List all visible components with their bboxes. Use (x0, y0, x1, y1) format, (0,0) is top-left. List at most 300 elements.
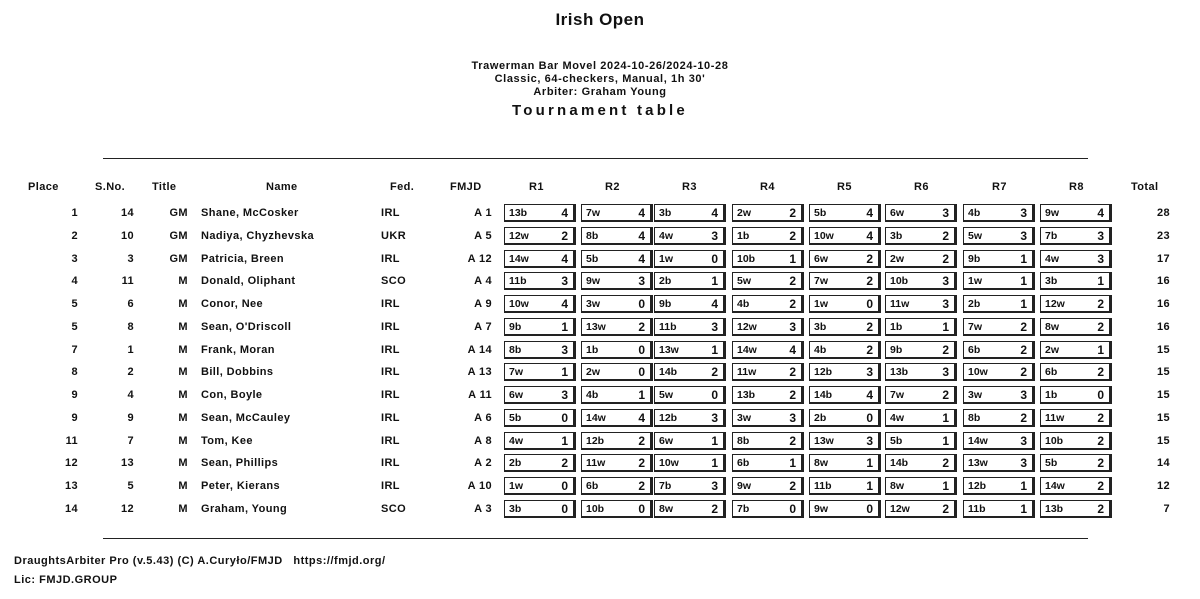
round-result-r8 (1040, 409, 1112, 427)
opponent-color: 12b (814, 366, 833, 378)
round-score: 2 (1020, 365, 1027, 379)
opponent-color: 6b (968, 344, 981, 356)
round-score: 2 (866, 252, 873, 266)
start-number: 11 (121, 275, 134, 287)
round-score: 0 (638, 365, 645, 379)
round-result-r2 (581, 386, 653, 404)
header-fed: Fed. (390, 181, 415, 193)
fmjd-id: A 8 (474, 435, 492, 447)
round-score: 2 (942, 229, 949, 243)
place: 9 (71, 412, 78, 424)
opponent-color: 12b (659, 412, 678, 424)
header-place: Place (28, 181, 59, 193)
opponent-color: 10w (968, 366, 988, 378)
round-result-r4 (732, 204, 804, 222)
opponent-color: 11w (737, 366, 757, 378)
round-score: 1 (1020, 252, 1027, 266)
place: 14 (64, 503, 78, 515)
opponent-color: 13w (968, 457, 988, 469)
start-number: 10 (120, 230, 134, 242)
opponent-color: 1b (737, 230, 750, 242)
opponent-color: 2w (737, 207, 752, 219)
round-result-r8 (1040, 500, 1112, 518)
opponent-color: 6w (509, 389, 524, 401)
round-result-r8 (1040, 432, 1112, 450)
player-name: Sean, McCauley (201, 412, 291, 424)
round-score: 2 (789, 479, 796, 493)
venue-dates: Trawerman Bar Movel 2024-10-26/2024-10-28 (471, 60, 729, 72)
round-score: 3 (1020, 434, 1027, 448)
round-score: 2 (1097, 456, 1104, 470)
player-title: GM (169, 207, 188, 219)
opponent-color: 1b (586, 344, 599, 356)
header-r3: R3 (682, 181, 697, 193)
round-result-r5 (809, 227, 881, 245)
round-score: 4 (561, 206, 568, 220)
opponent-color: 13b (509, 207, 528, 219)
opponent-color: 10b (586, 503, 605, 515)
federation: IRL (381, 435, 400, 447)
round-result-r2 (581, 227, 653, 245)
opponent-color: 4b (737, 298, 750, 310)
round-result-r1 (504, 454, 576, 472)
round-result-r4 (732, 250, 804, 268)
player-name: Frank, Moran (201, 344, 275, 356)
round-result-r8 (1040, 318, 1112, 336)
player-title: GM (169, 230, 188, 242)
opponent-color: 14w (1045, 480, 1065, 492)
round-score: 4 (638, 252, 645, 266)
round-score: 4 (866, 229, 873, 243)
license: Lic: FMJD.GROUP (14, 574, 118, 586)
round-score: 2 (789, 297, 796, 311)
player-name: Peter, Kierans (201, 480, 280, 492)
fmjd-id: A 4 (474, 275, 492, 287)
round-score: 0 (711, 388, 718, 402)
round-result-r7 (963, 272, 1035, 290)
total-score: 15 (1156, 435, 1170, 447)
round-score: 1 (866, 479, 873, 493)
opponent-color: 2b (509, 457, 522, 469)
federation: UKR (381, 230, 407, 242)
round-score: 0 (711, 252, 718, 266)
header-name: Name (266, 181, 298, 193)
player-name: Sean, O'Driscoll (201, 321, 292, 333)
start-number: 2 (127, 366, 134, 378)
total-score: 23 (1156, 230, 1170, 242)
fmjd-link[interactable]: https://fmjd.org/ (293, 555, 386, 567)
header-r1: R1 (529, 181, 544, 193)
total-score: 16 (1156, 321, 1170, 333)
player-title: M (178, 412, 188, 424)
round-score: 0 (561, 479, 568, 493)
round-result-r8 (1040, 386, 1112, 404)
opponent-color: 5b (509, 412, 522, 424)
opponent-color: 9b (509, 321, 522, 333)
round-result-r2 (581, 295, 653, 313)
round-score: 0 (638, 297, 645, 311)
round-result-r3 (654, 272, 726, 290)
total-score: 7 (1163, 503, 1170, 515)
fmjd-id: A 10 (467, 480, 492, 492)
round-score: 2 (638, 320, 645, 334)
fmjd-id: A 7 (474, 321, 492, 333)
round-score: 1 (789, 252, 796, 266)
federation: IRL (381, 253, 400, 265)
opponent-color: 4w (659, 230, 674, 242)
round-score: 2 (1097, 297, 1104, 311)
round-score: 1 (711, 456, 718, 470)
round-score: 2 (789, 274, 796, 288)
opponent-color: 8b (586, 230, 599, 242)
player-name: Shane, McCosker (201, 207, 299, 219)
round-result-r4 (732, 432, 804, 450)
opponent-color: 2w (1045, 344, 1060, 356)
opponent-color: 4b (968, 207, 981, 219)
opponent-color: 12w (737, 321, 757, 333)
round-result-r5 (809, 295, 881, 313)
round-score: 3 (866, 434, 873, 448)
round-result-r4 (732, 477, 804, 495)
opponent-color: 5b (814, 207, 827, 219)
round-score: 2 (638, 456, 645, 470)
opponent-color: 11b (509, 275, 527, 287)
round-result-r2 (581, 272, 653, 290)
start-number: 14 (120, 207, 134, 219)
round-result-r1 (504, 363, 576, 381)
opponent-color: 11b (814, 480, 832, 492)
round-score: 2 (1097, 502, 1104, 516)
header-total: Total (1131, 181, 1159, 193)
start-number: 7 (127, 435, 134, 447)
total-score: 15 (1156, 366, 1170, 378)
round-score: 0 (561, 411, 568, 425)
round-score: 1 (942, 320, 949, 334)
place: 1 (71, 207, 78, 219)
round-result-r2 (581, 204, 653, 222)
round-result-r2 (581, 409, 653, 427)
total-score: 17 (1156, 253, 1170, 265)
player-title: M (178, 457, 188, 469)
opponent-color: 14b (890, 457, 909, 469)
start-number: 13 (120, 457, 134, 469)
round-score: 2 (638, 434, 645, 448)
software-name: DraughtsArbiter Pro (v.5.43) (C) A.Curyło/FMJD (14, 555, 283, 567)
round-score: 1 (866, 456, 873, 470)
opponent-color: 3w (737, 412, 752, 424)
round-result-r7 (963, 250, 1035, 268)
opponent-color: 6b (1045, 366, 1058, 378)
opponent-color: 5b (586, 253, 599, 265)
round-result-r4 (732, 500, 804, 518)
round-result-r6 (885, 318, 957, 336)
opponent-color: 10b (890, 275, 909, 287)
round-score: 2 (1097, 365, 1104, 379)
fmjd-id: A 12 (467, 253, 492, 265)
opponent-color: 7w (586, 207, 601, 219)
place: 13 (64, 480, 78, 492)
federation: IRL (381, 321, 400, 333)
player-title: M (178, 344, 188, 356)
opponent-color: 14b (659, 366, 678, 378)
round-result-r6 (885, 363, 957, 381)
round-result-r5 (809, 318, 881, 336)
round-score: 3 (866, 365, 873, 379)
round-score: 2 (942, 456, 949, 470)
round-result-r1 (504, 295, 576, 313)
round-score: 1 (1020, 297, 1027, 311)
round-score: 1 (789, 456, 796, 470)
opponent-color: 6w (890, 207, 905, 219)
start-number: 8 (127, 321, 134, 333)
player-title: M (178, 480, 188, 492)
round-result-r6 (885, 204, 957, 222)
total-score: 12 (1156, 480, 1170, 492)
round-score: 3 (711, 229, 718, 243)
place: 5 (71, 321, 78, 333)
round-result-r3 (654, 341, 726, 359)
place: 11 (65, 435, 78, 447)
game-format: Classic, 64-checkers, Manual, 1h 30' (494, 73, 706, 85)
federation: SCO (381, 275, 407, 287)
opponent-color: 8w (659, 503, 674, 515)
opponent-color: 3b (890, 230, 903, 242)
header-r8: R8 (1069, 181, 1084, 193)
round-score: 1 (1097, 343, 1104, 357)
place: 4 (71, 275, 78, 287)
round-score: 4 (638, 229, 645, 243)
opponent-color: 9w (1045, 207, 1060, 219)
opponent-color: 7w (509, 366, 524, 378)
round-result-r4 (732, 227, 804, 245)
round-score: 1 (638, 388, 645, 402)
round-result-r7 (963, 341, 1035, 359)
round-score: 3 (561, 343, 568, 357)
round-score: 3 (1097, 252, 1104, 266)
table-title: Tournament table (512, 102, 688, 119)
opponent-color: 2b (659, 275, 672, 287)
opponent-color: 13w (814, 435, 834, 447)
opponent-color: 10b (737, 253, 756, 265)
opponent-color: 13b (890, 366, 909, 378)
round-score: 2 (866, 343, 873, 357)
round-score: 0 (866, 502, 873, 516)
opponent-color: 14w (968, 435, 988, 447)
opponent-color: 5b (1045, 457, 1058, 469)
place: 5 (71, 298, 78, 310)
software-credit (14, 555, 386, 567)
round-result-r6 (885, 227, 957, 245)
opponent-color: 7w (814, 275, 829, 287)
round-score: 4 (561, 252, 568, 266)
round-result-r7 (963, 500, 1035, 518)
opponent-color: 2b (814, 412, 827, 424)
opponent-color: 13b (737, 389, 756, 401)
round-score: 2 (561, 456, 568, 470)
opponent-color: 9b (659, 298, 672, 310)
total-score: 16 (1156, 275, 1170, 287)
round-result-r5 (809, 454, 881, 472)
fmjd-id: A 1 (474, 207, 492, 219)
opponent-color: 10b (1045, 435, 1064, 447)
opponent-color: 13w (659, 344, 679, 356)
round-score: 2 (1097, 479, 1104, 493)
round-score: 3 (789, 320, 796, 334)
federation: IRL (381, 457, 400, 469)
opponent-color: 1w (968, 275, 983, 287)
header-r5: R5 (837, 181, 852, 193)
round-result-r3 (654, 500, 726, 518)
round-score: 4 (711, 297, 718, 311)
round-result-r4 (732, 363, 804, 381)
round-score: 2 (789, 206, 796, 220)
round-result-r3 (654, 477, 726, 495)
place: 8 (71, 366, 78, 378)
round-score: 3 (1020, 229, 1027, 243)
round-score: 1 (1020, 274, 1027, 288)
round-result-r5 (809, 341, 881, 359)
round-result-r1 (504, 477, 576, 495)
total-score: 28 (1156, 207, 1170, 219)
round-result-r7 (963, 295, 1035, 313)
round-score: 3 (561, 274, 568, 288)
federation: SCO (381, 503, 407, 515)
place: 9 (71, 389, 78, 401)
opponent-color: 11w (586, 457, 606, 469)
opponent-color: 5b (890, 435, 903, 447)
place: 7 (71, 344, 78, 356)
start-number: 6 (127, 298, 134, 310)
opponent-color: 3w (968, 389, 983, 401)
round-result-r5 (809, 272, 881, 290)
player-name: Conor, Nee (201, 298, 264, 310)
player-name: Sean, Phillips (201, 457, 279, 469)
round-score: 2 (638, 479, 645, 493)
opponent-color: 8w (890, 480, 905, 492)
round-result-r1 (504, 341, 576, 359)
round-result-r8 (1040, 204, 1112, 222)
round-score: 3 (1020, 456, 1027, 470)
opponent-color: 6w (659, 435, 674, 447)
place: 2 (71, 230, 78, 242)
federation: IRL (381, 389, 400, 401)
player-title: GM (169, 253, 188, 265)
round-result-r5 (809, 386, 881, 404)
round-result-r5 (809, 500, 881, 518)
start-number: 4 (127, 389, 134, 401)
opponent-color: 14b (814, 389, 833, 401)
round-score: 1 (942, 434, 949, 448)
opponent-color: 5w (659, 389, 674, 401)
round-score: 3 (789, 411, 796, 425)
player-name: Bill, Dobbins (201, 366, 274, 378)
round-result-r2 (581, 250, 653, 268)
opponent-color: 8w (1045, 321, 1060, 333)
round-result-r7 (963, 363, 1035, 381)
opponent-color: 9b (968, 253, 981, 265)
fmjd-id: A 9 (474, 298, 492, 310)
round-score: 3 (1020, 388, 1027, 402)
opponent-color: 10w (814, 230, 834, 242)
round-score: 0 (866, 411, 873, 425)
total-score: 15 (1156, 389, 1170, 401)
round-score: 4 (789, 343, 796, 357)
round-score: 2 (942, 388, 949, 402)
opponent-color: 8b (509, 344, 522, 356)
opponent-color: 4b (814, 344, 827, 356)
opponent-color: 12w (509, 230, 529, 242)
opponent-color: 2w (890, 253, 905, 265)
round-score: 2 (942, 343, 949, 357)
round-result-r1 (504, 318, 576, 336)
round-result-r8 (1040, 341, 1112, 359)
opponent-color: 14w (509, 253, 529, 265)
start-number: 3 (127, 253, 134, 265)
total-score: 15 (1156, 344, 1170, 356)
round-result-r2 (581, 500, 653, 518)
federation: IRL (381, 366, 400, 378)
round-result-r2 (581, 318, 653, 336)
round-score: 2 (789, 434, 796, 448)
round-score: 2 (1097, 434, 1104, 448)
player-title: M (178, 435, 188, 447)
round-score: 2 (711, 502, 718, 516)
round-result-r5 (809, 363, 881, 381)
round-score: 2 (789, 365, 796, 379)
round-score: 3 (942, 365, 949, 379)
opponent-color: 4w (1045, 253, 1060, 265)
federation: IRL (381, 298, 400, 310)
fmjd-id: A 6 (474, 412, 492, 424)
start-number: 1 (127, 344, 134, 356)
round-result-r3 (654, 295, 726, 313)
federation: IRL (381, 207, 400, 219)
total-score: 16 (1156, 298, 1170, 310)
round-score: 2 (1020, 343, 1027, 357)
round-result-r3 (654, 454, 726, 472)
round-result-r3 (654, 386, 726, 404)
federation: IRL (381, 480, 400, 492)
header-title: Title (152, 181, 177, 193)
round-result-r3 (654, 409, 726, 427)
opponent-color: 3b (509, 503, 522, 515)
opponent-color: 7b (737, 503, 750, 515)
round-score: 2 (1020, 411, 1027, 425)
round-result-r7 (963, 432, 1035, 450)
round-result-r2 (581, 432, 653, 450)
federation: IRL (381, 412, 400, 424)
opponent-color: 5w (968, 230, 983, 242)
fmjd-id: A 3 (474, 503, 492, 515)
opponent-color: 11b (659, 321, 677, 333)
opponent-color: 12b (968, 480, 987, 492)
opponent-color: 5w (737, 275, 752, 287)
player-name: Donald, Oliphant (201, 275, 296, 287)
round-result-r4 (732, 341, 804, 359)
round-result-r8 (1040, 227, 1112, 245)
round-score: 3 (711, 320, 718, 334)
round-score: 0 (638, 502, 645, 516)
round-score: 0 (1097, 388, 1104, 402)
round-score: 1 (711, 434, 718, 448)
round-result-r6 (885, 341, 957, 359)
round-result-r8 (1040, 250, 1112, 268)
opponent-color: 6b (737, 457, 750, 469)
opponent-color: 1b (1045, 389, 1058, 401)
opponent-color: 14w (586, 412, 606, 424)
round-score: 1 (561, 365, 568, 379)
opponent-color: 3b (1045, 275, 1058, 287)
